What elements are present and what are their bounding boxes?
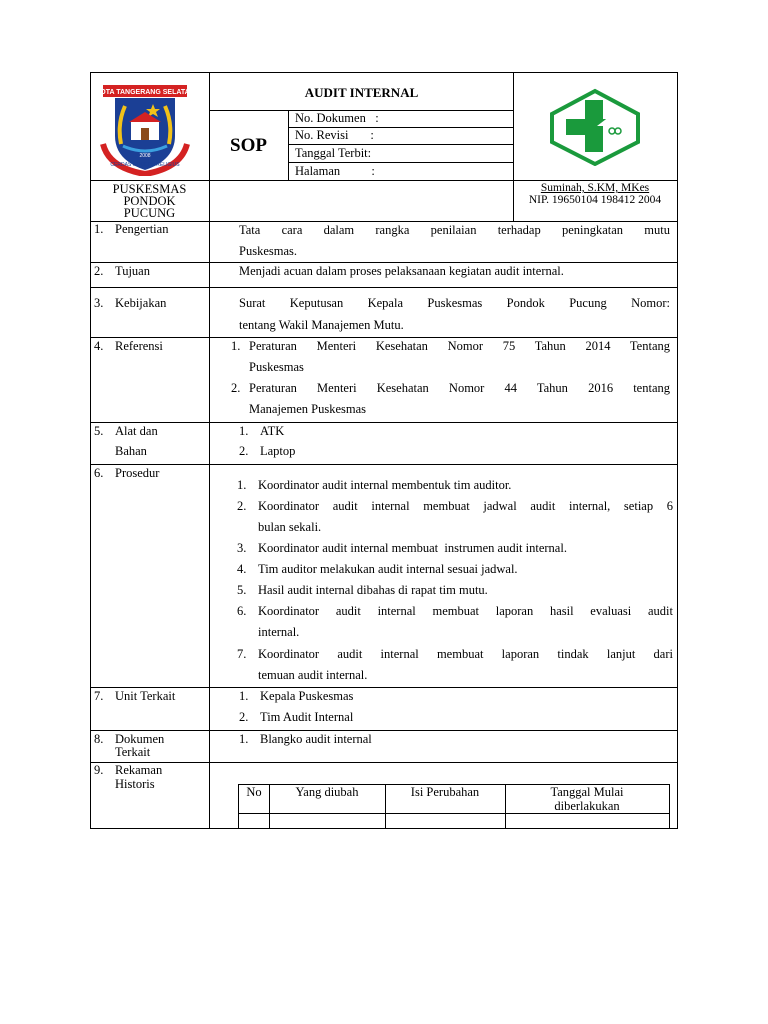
section-label-alat-2: Bahan xyxy=(115,444,147,458)
history-table xyxy=(238,784,670,828)
signer-nip: NIP. 19650104 198412 2004 xyxy=(528,194,662,206)
kebijakan-line-1: Surat Keputusan Kepala Puskesmas Pondok Pucung Nomor: xyxy=(239,296,670,310)
list-number: 2. xyxy=(237,499,247,513)
field-tanggal-terbit: Tanggal Terbit: xyxy=(295,146,372,160)
referensi-1-line-2: Puskesmas xyxy=(249,360,304,374)
logo-motto-text: CERDAS MODERN RELIGIUS xyxy=(110,162,180,168)
section-number: 6. xyxy=(94,466,104,480)
list-number: 5. xyxy=(237,583,247,597)
referensi-2-line-2: Manajemen Puskesmas xyxy=(249,402,366,416)
pengertian-line-1: Tata cara dalam rangka penilaian terhadap peningkatan mutu xyxy=(239,223,670,237)
history-header-isi-perubahan: Isi Perubahan xyxy=(410,785,480,799)
section-number: 8. xyxy=(94,732,104,746)
list-number: 1. xyxy=(239,689,249,703)
section-number: 7. xyxy=(94,689,104,703)
history-header-yang-diubah: Yang diubah xyxy=(295,785,359,799)
list-number: 1. xyxy=(231,339,241,353)
prosedur-4-line-1: Tim auditor melakukan audit internal sesuai jadwal. xyxy=(258,562,518,576)
logo-year-text: 2008 xyxy=(139,153,151,159)
section-number: 1. xyxy=(94,222,104,236)
puskesmas-logo xyxy=(548,88,642,166)
section-label-prosedur: Prosedur xyxy=(115,466,160,480)
history-header-tanggal-2: diberlakukan xyxy=(554,799,620,813)
history-header-tanggal-1: Tanggal Mulai xyxy=(550,785,624,799)
section-label-rekaman-1: Rekaman xyxy=(115,763,163,777)
list-number: 1. xyxy=(239,424,249,438)
section-label-referensi: Referensi xyxy=(115,339,163,353)
section-label-alat-1: Alat dan xyxy=(115,424,158,438)
prosedur-2-line-1: Koordinator audit internal membuat jadwal audit internal, setiap 6 xyxy=(258,499,673,513)
prosedur-7-line-2: temuan audit internal. xyxy=(258,668,368,682)
prosedur-5-line-1: Hasil audit internal dibahas di rapat tim mutu. xyxy=(258,583,488,597)
page-title: AUDIT INTERNAL xyxy=(304,85,419,100)
section-number: 2. xyxy=(94,264,104,278)
prosedur-1-line-1: Koordinator audit internal membentuk tim auditor. xyxy=(258,478,512,492)
kota-tangerang-selatan-logo xyxy=(95,84,195,176)
section-number: 9. xyxy=(94,763,104,777)
list-number: 2. xyxy=(239,444,249,458)
list-number: 1. xyxy=(239,732,249,746)
history-header-no: No xyxy=(246,785,262,799)
sop-label: SOP xyxy=(230,135,267,156)
prosedur-6-line-1: Koordinator audit internal membuat laporan hasil evaluasi audit xyxy=(258,604,673,618)
list-number: 2. xyxy=(239,710,249,724)
list-number: 1. xyxy=(237,478,247,492)
list-number: 3. xyxy=(237,541,247,555)
prosedur-3-line-1: Koordinator audit internal membuat instrumen audit internal. xyxy=(258,541,567,555)
pengertian-line-2: Puskesmas. xyxy=(239,244,297,258)
section-label-dokumen-1: Dokumen xyxy=(115,732,165,746)
section-label-dokumen-2: Terkait xyxy=(115,745,151,759)
org-line-3: PUCUNG xyxy=(123,206,176,220)
referensi-1-line-1: Peraturan Menteri Kesehatan Nomor 75 Tahun 2014 Tentang xyxy=(249,339,670,353)
section-label-pengertian: Pengertian xyxy=(115,222,169,236)
list-number: 7. xyxy=(237,647,247,661)
alat-item-1: ATK xyxy=(260,424,285,438)
kebijakan-line-2: tentang Wakil Manajemen Mutu. xyxy=(239,318,404,332)
field-no-dokumen: No. Dokumen : xyxy=(295,111,379,125)
prosedur-7-line-1: Koordinator audit internal membuat laporan tindak lanjut dari xyxy=(258,647,673,661)
section-label-kebijakan: Kebijakan xyxy=(115,296,167,310)
section-label-unit: Unit Terkait xyxy=(115,689,176,703)
tujuan-line-1: Menjadi acuan dalam proses pelaksanaan kegiatan audit internal. xyxy=(239,264,564,278)
alat-item-2: Laptop xyxy=(260,444,296,458)
org-line-2: PONDOK xyxy=(123,194,176,208)
section-number: 4. xyxy=(94,339,104,353)
field-no-revisi: No. Revisi : xyxy=(295,128,374,142)
field-halaman: Halaman : xyxy=(295,164,375,178)
section-number: 5. xyxy=(94,424,104,438)
dokumen-item-1: Blangko audit internal xyxy=(260,732,372,746)
org-line-1: PUSKESMAS xyxy=(112,182,187,196)
list-number: 6. xyxy=(237,604,247,618)
prosedur-2-line-2: bulan sekali. xyxy=(258,520,322,534)
section-label-rekaman-2: Historis xyxy=(115,777,155,791)
unit-item-1: Kepala Puskesmas xyxy=(260,689,354,703)
section-label-tujuan: Tujuan xyxy=(115,264,150,278)
list-number: 2. xyxy=(231,381,241,395)
signer-name: Suminah, S.KM, MKes xyxy=(540,182,650,194)
prosedur-6-line-2: internal. xyxy=(258,625,300,639)
logo-banner-text: KOTA TANGERANG SELATAN xyxy=(95,89,195,96)
unit-item-2: Tim Audit Internal xyxy=(260,710,354,724)
list-number: 4. xyxy=(237,562,247,576)
section-number: 3. xyxy=(94,296,104,310)
referensi-2-line-1: Peraturan Menteri Kesehatan Nomor 44 Tahun 2016 tentang xyxy=(249,381,670,395)
